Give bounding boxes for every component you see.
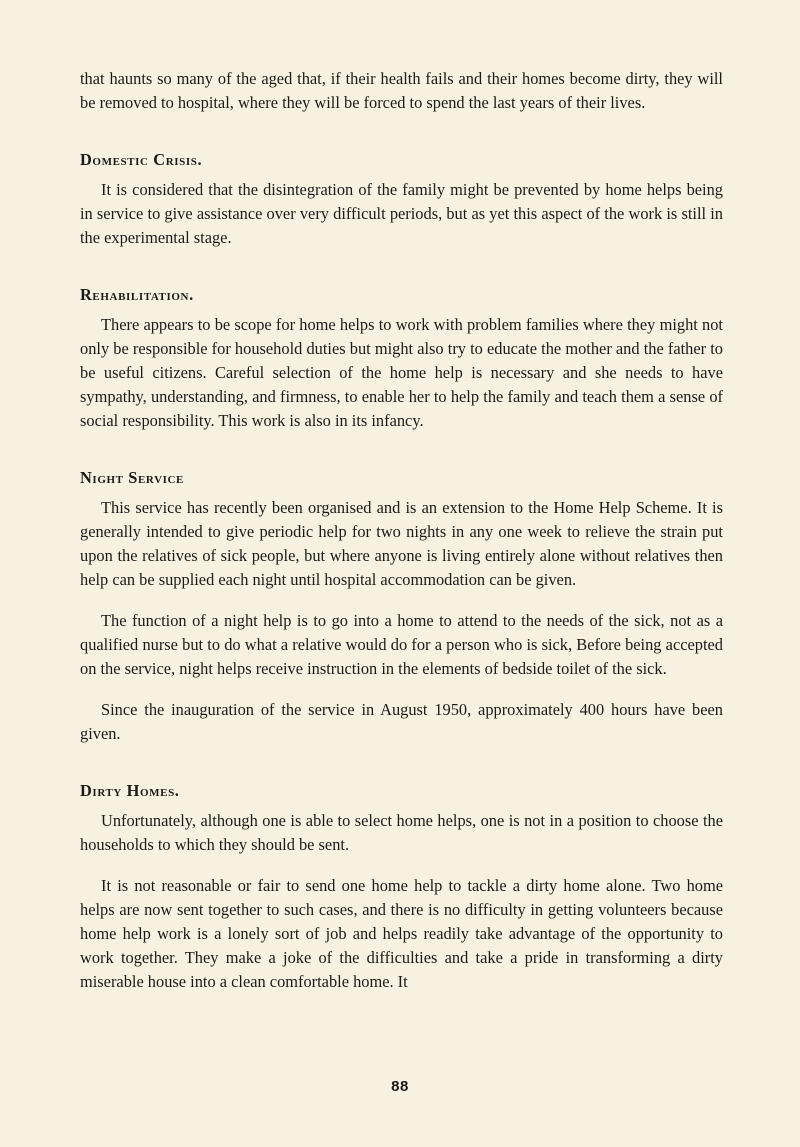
paragraph-night-service-1: This service has recently been organised and is an extension to the Home Help Scheme. It is generally intended to give periodic help for two nights in any one week to relieve the strain put upon the relatives of sick people, but where anyone is living entirely alone without relatives then help can be supplied each night until hospital accommodation can be given. — [80, 498, 723, 589]
paragraph-rehabilitation: There appears to be scope for home helps to work with problem families where they might not only be responsible for household duties but might also try to educate the mother and the father to be useful citizens. Careful selection of the home help is necessary and she needs to have sympathy, understanding, and firmness, to enable her to help the family and teach them a sense of social responsibility. This work is also in its infancy. — [80, 315, 723, 430]
heading-night-service: Night Service — [80, 468, 184, 487]
page-number: 88 — [391, 1078, 409, 1095]
heading-domestic-crisis: Domestic Crisis. — [80, 150, 203, 169]
intro-paragraph: that haunts so many of the aged that, if their health fails and their homes become dirty, they will be removed to hospital, where they will be forced to spend the last years of their lives. — [80, 69, 723, 112]
page-body — [80, 67, 723, 994]
paragraph-dirty-homes-1: Unfortunately, although one is able to select home helps, one is not in a position to choose the households to which they should be sent. — [80, 811, 723, 854]
paragraph-domestic-crisis: It is considered that the disintegration of the family might be prevented by home helps being in service to give assistance over very difficult periods, but as yet this aspect of the work is still in the experimental stage. — [80, 180, 723, 247]
heading-dirty-homes: Dirty Homes. — [80, 781, 180, 800]
paragraph-night-service-2: The function of a night help is to go into a home to attend to the needs of the sick, not as a qualified nurse but to do what a relative would do for a person who is sick, Before being accepted on the service, night helps receive instruction in the elements of bedside toilet of the sick. — [80, 611, 723, 678]
paragraph-dirty-homes-2: It is not reasonable or fair to send one home help to tackle a dirty home alone. Two home helps are now sent together to such cases, and there is no difficulty in getting volunteers because home help work is a lonely sort of job and helps readily take advantage of the opportunity to work together. They make a joke of the difficulties and take a pride in transforming a dirty miserable house into a clean comfortable home. It — [80, 876, 723, 991]
paragraph-night-service-3: Since the inauguration of the service in August 1950, approximately 400 hours have been given. — [80, 700, 723, 743]
heading-rehabilitation: Rehabilitation. — [80, 285, 194, 304]
